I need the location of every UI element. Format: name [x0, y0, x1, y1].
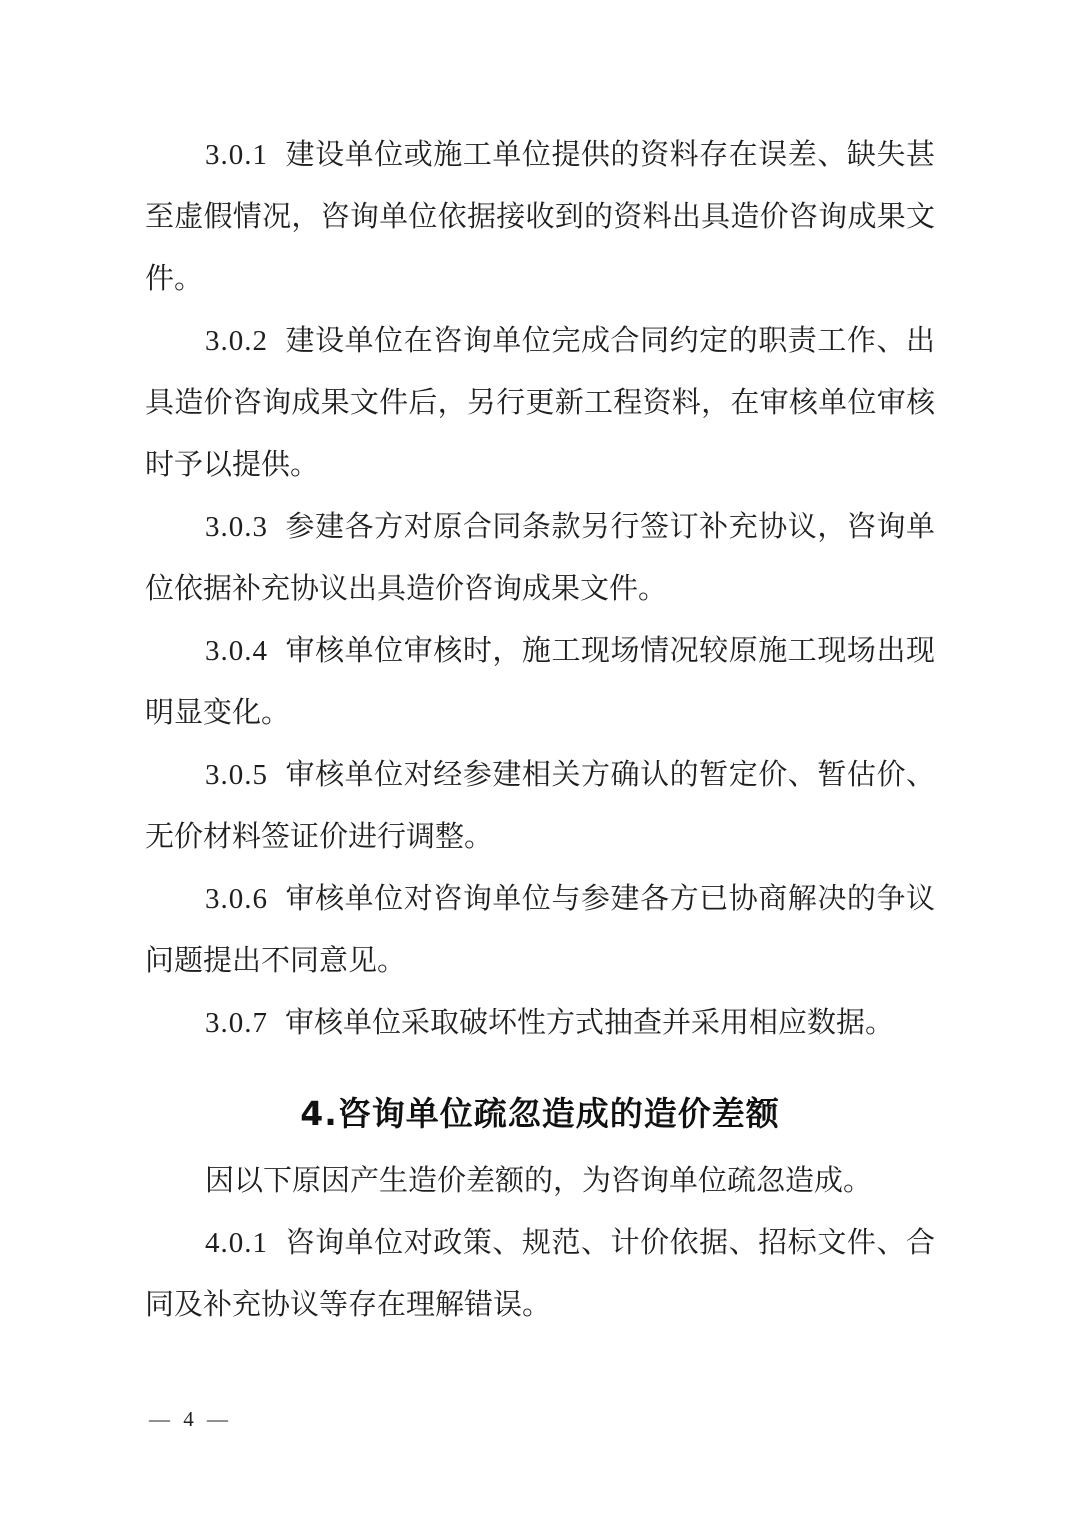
clause-number: 3.0.4 [205, 635, 268, 667]
clause-paragraph [145, 744, 935, 868]
clause-text: 审核单位对咨询单位与参建各方已协商解决的争议问题提出不同意见。 [145, 883, 935, 977]
clause-paragraph [145, 992, 935, 1054]
section-heading: 4.咨询单位疏忽造成的造价差额 [300, 1094, 780, 1133]
clause-paragraph [145, 1212, 935, 1336]
clause-paragraph [145, 496, 935, 620]
clause-paragraph [145, 310, 935, 496]
clause-text: 审核单位对经参建相关方确认的暂定价、暂估价、无价材料签证价进行调整。 [145, 759, 935, 853]
clause-number: 3.0.2 [205, 325, 268, 357]
clause-text: 建设单位在咨询单位完成合同约定的职责工作、出具造价咨询成果文件后，另行更新工程资料，在审核单位审核时予以提供。 [145, 325, 935, 481]
page-number: — 4 — [149, 1407, 232, 1431]
clause-text: 参建各方对原合同条款另行签订补充协议，咨询单位依据补充协议出具造价咨询成果文件。 [145, 511, 935, 605]
clause-number: 3.0.7 [205, 1007, 268, 1039]
clause-paragraph [145, 868, 935, 992]
clause-text: 建设单位或施工单位提供的资料存在误差、缺失甚至虚假情况，咨询单位依据接收到的资料出具造价咨询成果文件。 [145, 139, 935, 295]
clause-text: 咨询单位对政策、规范、计价依据、招标文件、合同及补充协议等存在理解错误。 [145, 1227, 935, 1321]
clause-text: 审核单位审核时，施工现场情况较原施工现场出现明显变化。 [145, 635, 935, 729]
clause-paragraph [145, 124, 935, 310]
page-number-footer [149, 1405, 232, 1433]
clause-number: 3.0.3 [205, 511, 268, 543]
clause-number: 4.0.1 [205, 1227, 268, 1259]
clause-number: 3.0.1 [205, 139, 268, 171]
document-body [145, 124, 935, 1336]
section-intro-paragraph: 因以下原因产生造价差额的，为咨询单位疏忽造成。 [205, 1165, 873, 1197]
clause-text: 审核单位采取破坏性方式抽查并采用相应数据。 [285, 1007, 895, 1039]
clause-paragraph [145, 620, 935, 744]
clause-number: 3.0.5 [205, 759, 268, 791]
clause-number: 3.0.6 [205, 883, 268, 915]
